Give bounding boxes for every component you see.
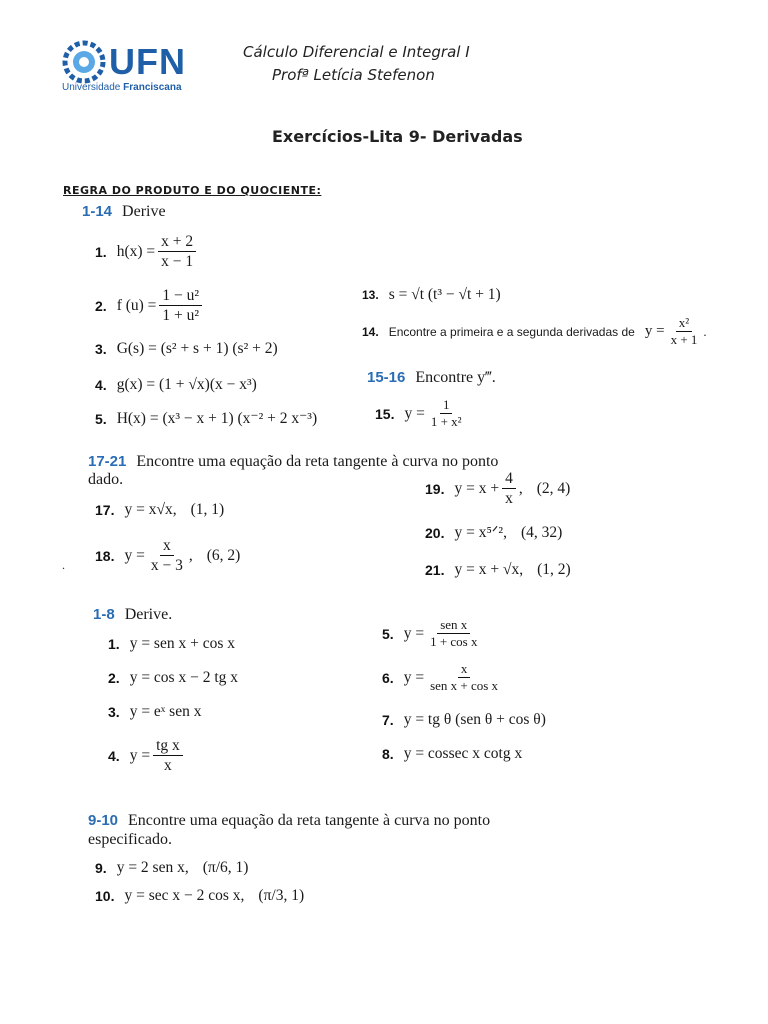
exercise-4: 4. g(x) = (1 + √x)(x − x³) — [95, 376, 257, 393]
university-logo — [62, 40, 202, 96]
stray-mark: . — [62, 558, 65, 572]
block1-instruction: Derive — [122, 203, 166, 220]
exercise-13: 13. s = √t (t³ − √t + 1) — [362, 286, 501, 303]
block5-heading — [88, 812, 490, 830]
exercise-b9: 9. y = 2 sen x, (π/6, 1) — [95, 859, 249, 876]
block3-range: 17-21 — [88, 453, 127, 470]
page-title: Exercícios-Lita 9- Derivadas — [272, 127, 523, 146]
exercise-b8: 8. y = cossec x cotg x — [382, 745, 523, 762]
block4-heading — [93, 606, 172, 624]
block2-instruction: Encontre y‴. — [415, 369, 496, 386]
section-heading: REGRA DO PRODUTO E DO QUOCIENTE: — [63, 184, 322, 197]
exercise-2: 2. f (u) = $\frac{\text{1 − u²}}{\text{1 + u²}}$ — [95, 287, 205, 324]
exercise-17: 17. y = x√x, (1, 1) — [95, 501, 225, 518]
course-name: Cálculo Diferencial e Integral I — [243, 43, 470, 61]
block5-range: 9-10 — [88, 812, 119, 829]
exercise-21: 21. y = x + √x, (1, 2) — [425, 561, 571, 578]
exercise-b1: 1. y = sen x + cos x — [108, 635, 235, 652]
exercise-19: 19. y = x + $\frac{4}{x}$ , (2, 4) — [425, 470, 571, 508]
block4-instruction: Derive. — [124, 606, 173, 623]
block4-range: 1-8 — [93, 606, 115, 623]
exercise-b3: 3. y = eˣ sen x — [108, 703, 202, 720]
exercise-3: 3. G(s) = (s² + s + 1) (s² + 2) — [95, 340, 278, 357]
exercise-b5: 5. y = $\frac{\text{sen x}}{\text{1 + cos x}}$ — [382, 617, 478, 650]
block3-instruction: Encontre uma equação da reta tangente à curva no ponto — [136, 453, 499, 470]
block5-instruction-cont: especificado. — [88, 831, 172, 848]
exercise-b7: 7. y = tg θ (sen θ + cos θ) — [382, 711, 546, 728]
professor-name: Profª Letícia Stefenon — [272, 66, 435, 84]
exercise-15: 15. y = $\frac{1}{\text{1 + x²}}$ — [375, 397, 462, 430]
exercise-b6: 6. y = $\frac{x}{\text{sen x + cos x}}$ — [382, 661, 499, 694]
exercise-b4: 4. y = $\frac{\text{tg x}}{x}$ — [108, 737, 186, 774]
logo-wordmark: UFN — [109, 41, 186, 82]
block5-instruction: Encontre uma equação da reta tangente à curva no ponto — [128, 812, 491, 829]
logo-emblem-icon — [62, 40, 106, 84]
exercise-b2: 2. y = cos x − 2 tg x — [108, 669, 239, 686]
block2-range: 15-16 — [367, 369, 406, 386]
block3-heading — [88, 453, 498, 471]
block1-range: 1-14 — [82, 203, 113, 220]
exercise-20: 20. y = x⁵ᐟ², (4, 32) — [425, 523, 563, 541]
block3-instruction-cont: dado. — [88, 471, 124, 488]
exercise-b10: 10. y = sec x − 2 cos x, (π/3, 1) — [95, 887, 305, 904]
logo-subtitle: Universidade Franciscana — [62, 82, 182, 93]
exercise-1: 1. h(x) = $\frac{x + 2}{x - 1}$ — [95, 233, 199, 270]
exercise-14: 14. Encontre a primeira e a segunda derivadas de y = $\frac{\text{x²}}{x + 1}$ . — [362, 315, 707, 348]
exercise-18: 18. y = $\frac{x}{x - 3}$ , (6, 2) — [95, 537, 241, 575]
block2-heading — [367, 369, 496, 387]
exercise-5: 5. H(x) = (x³ − x + 1) (x⁻² + 2 x⁻³) — [95, 410, 318, 427]
block1-heading — [82, 203, 166, 221]
